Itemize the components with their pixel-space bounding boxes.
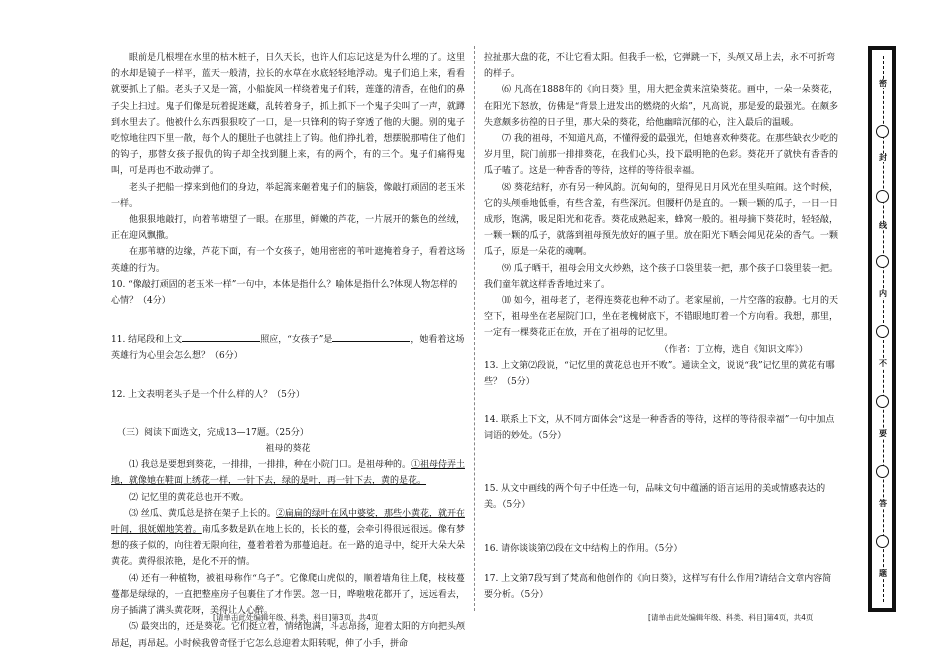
answer-blank[interactable] [332, 331, 410, 342]
article-paragraph-5-cont: 拉扯那大盘的花，不让它看太阳。但我手一松，它弹跳一下，头颅又昂上去，永不可折弯的样子。 [484, 53, 836, 80]
question-11 [111, 331, 465, 364]
passage-paragraph: 眼前是几根埋在水里的枯木桩子，日久天长，也许人们忘记这是为什么埋的了。这里的水却是镜子一样平，蓝天一般清，拉长的水草在水底轻轻地浮动。鬼子们追上来，看看就要抓上了船。老头子又是一篙，小船旋风一样绕着鬼子们转，莲蓬的清香，在他们的鼻子尖上扫过。鬼子们像是玩着捉迷藏，乱转着身子，抓上抓下一个鬼子尖叫了一声，就蹲到水里去了。他被什么东西狠狠咬了一口，是一只锋利的钩子穿透了他的大腿。别的鬼子吃惊地往四下里一散，每个人的腿肚子也就挂上了钩。他们挣扎着，想摆脱那啃住了他们的钩子，那替女孩子报仇的钩子却全找到腿上来，有的两个，有的三个。鬼子们痛得鬼叫，可是再也不敢动弹了。 [111, 53, 465, 177]
binding-hole-icon [876, 125, 889, 138]
passage-paragraph: 老头子把船一撑来到他们的身边，举起篙来砸着鬼子们的脑袋，像敲打顽固的老玉米一样。 [111, 182, 465, 209]
left-column [111, 50, 465, 652]
question-14: 14. 联系上下文，从不同方面体会“这是一种香香的等待，这样的等待很幸福”一句中加点词语的妙处。（5分） [484, 415, 835, 442]
binding-label: 封 [874, 154, 892, 162]
question-13: 13. 上文第⑵段说，“记忆里的黄花总也开不败”。通读全文，说说“我”记忆里的黄花有哪些？（5分） [484, 360, 835, 388]
column-divider [474, 46, 475, 611]
binding-label: 线 [874, 222, 892, 230]
binding-hole-icon [876, 535, 889, 548]
article-paragraph-2: ⑵ 记忆里的黄花总也开不败。 [129, 492, 249, 503]
article-paragraph-5: ⑸ 最突出的，还是葵花。它们挺立着，情绪饱满，斗志昂扬，迎着太阳的方向把头颅昂起，再昂起。小时候我曾奇怪于它怎么总迎着太阳转呢，伸了小手，拼命 [111, 622, 465, 649]
right-column [484, 50, 838, 604]
binding-label: 内 [874, 290, 892, 298]
question-12: 12. 上文表明老头子是一个什么样的人？（5分） [111, 389, 305, 400]
binding-label: 题 [874, 570, 892, 578]
question-10: 10. “像敲打顽固的老玉米一样”一句中，本体是指什么？喻体是指什么?体现人物怎样的心情？（4分） [111, 279, 458, 307]
article-paragraph-10: ⑽ 如今，祖母老了，老得连葵花也种不动了。老家屋前，一片空落的寂静。七月的天空下，祖母坐在老屋院门口，坐在老槐树底下，不错眼地盯着一个方向看。我想，那里，一定有一棵葵花正在放，开在了祖母的记忆里。 [484, 296, 838, 339]
article-title: 祖母的葵花 [265, 444, 311, 455]
binding-hole-icon [876, 325, 889, 338]
binding-hole-icon [876, 190, 889, 203]
question-17: 17. 上文第7段写到了梵高和他创作的《向日葵》，这样写有什么作用?请结合文章内容简要分析。（5分） [484, 574, 832, 601]
question-11-part-c: ，她看着这场英雄行为心里会怎么想？（6分） [111, 335, 465, 362]
question-16: 16. 请你谈谈第⑵段在文中结构上的作用。（5分） [484, 544, 683, 555]
article-paragraph-9: ⑼ 瓜子晒干，祖母会用文火炒熟，这个孩子口袋里装一把，那个孩子口袋里装一把。我们童年就这样香香地过来了。 [484, 263, 838, 290]
passage-paragraph: 在那苇塘的边缘，芦花下面，有一个女孩子，她用密密的苇叶遮掩着身子，看着这场英雄的行为。 [111, 247, 465, 274]
article-paragraph-8: ⑻ 葵花结籽，亦有另一种风韵。沉甸甸的，望得见日月风光在里头喧闹。这个时候，它的头颅垂地低垂，有些含羞，有些深沉。但腰杆仍是直的。一颗一颗的瓜子，一日一日成形，饱满，吸足阳光和花香。葵花成熟起来，蜂窝一般的。祖母摘下葵花时，轻轻敲，一颗一颗的瓜子，就落到祖母预先放好的匾子里。放在阳光下晒会闻见花朵的香气。一颗瓜子，原是一朵花的魂啊。 [484, 182, 838, 258]
article-paragraph-1 [111, 457, 465, 489]
underlined-sentence-2: ②扁扁的绿叶在风中婆娑，那些小黄花，就开在叶间，很妩媚地笑着。 [111, 508, 465, 536]
page-footer-right[interactable]: [请单击此处编辑年级、科类、科目]第4页，共4页 [648, 613, 814, 622]
binding-hole-icon [876, 465, 889, 478]
article-source: （作者：丁立梅，选自《知识文库》） [659, 344, 808, 355]
question-15: 15. 从文中画线的两个句子中任选一句，品味文句中蕴涵的语言运用的美或情感表达的美。（5分） [484, 483, 826, 510]
article-paragraph-7: ⑺ 我的祖母，不知道凡高，不懂得爱的最强光，但她喜欢种葵花。在那些缺衣少吃的岁月里，院门前那一排排葵花，在我们心头，投下最明艳的色彩。葵花开了就快有香香的瓜子嗑了。这是一种香香的等待，这样的等待很幸福。 [484, 134, 838, 177]
article-paragraph-6: ⑹ 凡高在1888年的《向日葵》里，用大把金黄来渲染葵花。画中，一朵一朵葵花，在阳光下怒放，仿佛是“背景上进发出的燃烧的火焰”，凡高说，那是爱的最强光。在颇多失意颇多彷徨的日子里，那大朵的葵花，给他幽暗沉郁的心，注入最后的温暖。 [484, 85, 838, 128]
answer-blank[interactable] [182, 331, 260, 342]
paragraph-1-text: ⑴ 我总是要想到葵花，一排排，一排排，种在小院门口。是祖母种的。 [129, 460, 411, 471]
binding-strip [868, 46, 896, 612]
paragraph-3-text-c: 在一路的追寻中，绽开大朵大朵黄花。黄得很浓艳，是化不开的情。 [111, 541, 465, 568]
paragraph-3-text-b: 南瓜多数是趴在地上长的，长长的蔓，会牵引得很远很远。像有梦想的孩子似的，向往着无限向往，蔓着着着为那蔓追赶。 [111, 525, 465, 552]
paragraph-3-text: ⑶ 丝瓜、黄瓜总是挤在架子上长的。 [129, 508, 276, 519]
question-11-part-b: 照应，“女孩子”是 [260, 335, 333, 346]
binding-label: 不 [874, 360, 892, 368]
binding-hole-icon [876, 395, 889, 408]
underlined-sentence-1: ①祖母侍弄土地，就像她在鞋面上绣花一样，一针下去，绿的是叶，再一针下去，黄的是花。 [111, 460, 465, 487]
question-11-part-a: 11. 结尾段和上文 [111, 335, 183, 346]
binding-label: 密 [874, 80, 892, 88]
section-three-heading: （三）阅读下面选文，完成13—17题。（25分） [117, 427, 309, 438]
article-paragraph-3 [111, 506, 465, 571]
page-footer-left[interactable]: [请单击此处编辑年级、科类、科目]第3页，共4页 [213, 613, 379, 622]
binding-hole-icon [876, 255, 889, 268]
binding-label: 答 [874, 500, 892, 508]
article-paragraph-4: ⑷ 还有一种植物，被祖母称作“乌子”。它像爬山虎似的，顺着墙角往上爬，枝枝蔓蔓都是绿绿的，一直把整座房子包裹住了才作罢。忽一日，哗啦啦花都开了，远远看去，房子插满了满头黄花呀，美得让人心醉。 [111, 573, 465, 617]
passage-paragraph: 他狠狠地敲打，向着苇塘望了一眼。在那里，鲜嫩的芦花，一片展开的紫色的丝绒，正在迎风飘撒。 [111, 215, 465, 242]
binding-label: 要 [874, 430, 892, 438]
